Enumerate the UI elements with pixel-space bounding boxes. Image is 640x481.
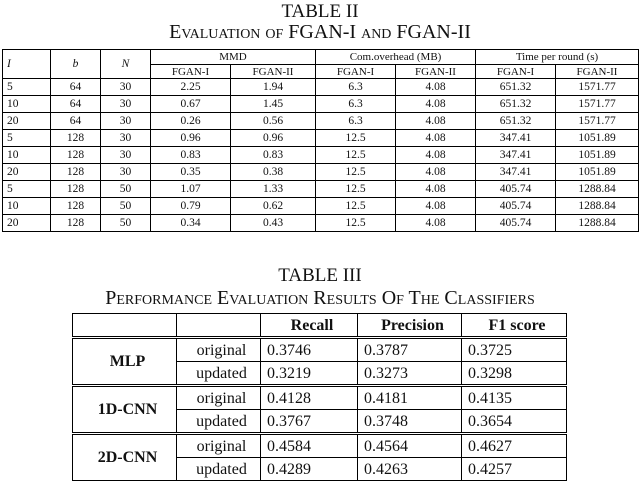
table-cell: 1051.89 [556, 130, 639, 147]
table-row [73, 434, 567, 458]
header-i: I [3, 50, 51, 79]
header-recall: Recall [261, 314, 358, 338]
table-row [3, 215, 639, 232]
table-cell: 4.08 [396, 147, 476, 164]
metric-value: 0.3725 [462, 338, 567, 362]
metric-value: 0.3273 [358, 362, 462, 386]
table-cell: 5 [3, 181, 51, 198]
subheader: FGAN-II [231, 65, 316, 79]
version-label: original [177, 338, 261, 362]
table-cell: 12.5 [316, 130, 396, 147]
table-cell: 6.3 [316, 113, 396, 130]
header-f1-score: F1 score [462, 314, 567, 338]
table-cell: 0.83 [151, 147, 231, 164]
table-cell: 12.5 [316, 181, 396, 198]
table-cell: 1288.84 [556, 198, 639, 215]
version-label: updated [177, 410, 261, 434]
table-cell: 0.26 [151, 113, 231, 130]
subheader: FGAN-I [316, 65, 396, 79]
header-model-blank [73, 314, 177, 338]
metric-value: 0.4181 [358, 386, 462, 410]
table-cell: 0.79 [151, 198, 231, 215]
table-cell: 50 [101, 181, 151, 198]
table-cell: 12.5 [316, 215, 396, 232]
table-cell: 0.62 [231, 198, 316, 215]
table-cell: 1051.89 [556, 164, 639, 181]
version-label: original [177, 434, 261, 458]
table-cell: 1.94 [231, 79, 316, 96]
metric-value: 0.4627 [462, 434, 567, 458]
header-time-per-round: Time per round (s) [476, 50, 639, 65]
table-cell: 347.41 [476, 164, 556, 181]
table-cell: 30 [101, 147, 151, 164]
table-cell: 405.74 [476, 215, 556, 232]
table-row [3, 198, 639, 215]
table-row [3, 130, 639, 147]
metric-value: 0.4128 [261, 386, 358, 410]
table-cell: 128 [51, 181, 101, 198]
metric-value: 0.3219 [261, 362, 358, 386]
table-cell: 651.32 [476, 96, 556, 113]
table-cell: 30 [101, 164, 151, 181]
table-cell: 4.08 [396, 96, 476, 113]
table-cell: 4.08 [396, 198, 476, 215]
table-cell: 12.5 [316, 164, 396, 181]
metric-value: 0.3787 [358, 338, 462, 362]
table-cell: 0.38 [231, 164, 316, 181]
version-label: original [177, 386, 261, 410]
table-cell: 651.32 [476, 79, 556, 96]
table-cell: 4.08 [396, 79, 476, 96]
table-cell: 12.5 [316, 147, 396, 164]
table-row [3, 79, 639, 96]
metric-value: 0.4289 [261, 458, 358, 481]
table-cell: 4.08 [396, 113, 476, 130]
table-cell: 10 [3, 198, 51, 215]
header-n: N [101, 50, 151, 79]
table-cell: 1571.77 [556, 79, 639, 96]
table-cell: 0.34 [151, 215, 231, 232]
table-cell: 20 [3, 164, 51, 181]
table-cell: 1.33 [231, 181, 316, 198]
model-name: 1D-CNN [73, 386, 177, 434]
metric-value: 0.4257 [462, 458, 567, 481]
table-cell: 10 [3, 147, 51, 164]
table-cell: 128 [51, 130, 101, 147]
metric-value: 0.4564 [358, 434, 462, 458]
table-row [3, 164, 639, 181]
table-cell: 1288.84 [556, 215, 639, 232]
table-cell: 347.41 [476, 147, 556, 164]
version-label: updated [177, 362, 261, 386]
table-cell: 128 [51, 215, 101, 232]
metric-value: 0.3746 [261, 338, 358, 362]
table-cell: 347.41 [476, 130, 556, 147]
table3-title: Performance Evaluation Results Of The Classifiers [105, 287, 535, 309]
header-b: b [51, 50, 101, 79]
table-cell: 10 [3, 96, 51, 113]
table3-label: TABLE III [278, 265, 362, 286]
table-cell: 1288.84 [556, 181, 639, 198]
table-cell: 128 [51, 198, 101, 215]
table-cell: 0.96 [151, 130, 231, 147]
table-cell: 30 [101, 130, 151, 147]
table-cell: 20 [3, 215, 51, 232]
metric-value: 0.4135 [462, 386, 567, 410]
model-name: MLP [73, 338, 177, 386]
table-cell: 6.3 [316, 79, 396, 96]
header-precision: Precision [358, 314, 462, 338]
table-cell: 4.08 [396, 215, 476, 232]
metric-value: 0.4263 [358, 458, 462, 481]
subheader: FGAN-II [396, 65, 476, 79]
metric-value: 0.3298 [462, 362, 567, 386]
subheader: FGAN-I [151, 65, 231, 79]
subheader: FGAN-II [556, 65, 639, 79]
table-cell: 1.07 [151, 181, 231, 198]
header-version-blank [177, 314, 261, 338]
table-cell: 1571.77 [556, 96, 639, 113]
header-mmd: MMD [151, 50, 316, 65]
table-cell: 30 [101, 96, 151, 113]
table-cell: 5 [3, 79, 51, 96]
table-row [3, 113, 639, 130]
subheader: FGAN-I [476, 65, 556, 79]
table-row [3, 96, 639, 113]
table-cell: 651.32 [476, 113, 556, 130]
table-cell: 0.56 [231, 113, 316, 130]
table-cell: 405.74 [476, 198, 556, 215]
table-cell: 0.43 [231, 215, 316, 232]
table-cell: 64 [51, 79, 101, 96]
table-cell: 405.74 [476, 181, 556, 198]
table-cell: 64 [51, 96, 101, 113]
table2-label: TABLE II [281, 1, 359, 22]
table-cell: 4.08 [396, 130, 476, 147]
table-cell: 0.96 [231, 130, 316, 147]
table-cell: 1571.77 [556, 113, 639, 130]
table-cell: 20 [3, 113, 51, 130]
metric-value: 0.3767 [261, 410, 358, 434]
metric-value: 0.3654 [462, 410, 567, 434]
table-cell: 128 [51, 147, 101, 164]
table-row [73, 338, 567, 362]
table-row [73, 386, 567, 410]
table-cell: 30 [101, 79, 151, 96]
table-cell: 128 [51, 164, 101, 181]
metric-value: 0.3748 [358, 410, 462, 434]
table-cell: 50 [101, 198, 151, 215]
table2-title: Evaluation of FGAN-I and FGAN-II [169, 21, 471, 43]
table-cell: 5 [3, 130, 51, 147]
model-name: 2D-CNN [73, 434, 177, 481]
table-cell: 6.3 [316, 96, 396, 113]
metric-value: 0.4584 [261, 434, 358, 458]
table-cell: 64 [51, 113, 101, 130]
table-cell: 2.25 [151, 79, 231, 96]
table2 [2, 49, 639, 232]
table-cell: 30 [101, 113, 151, 130]
table-cell: 4.08 [396, 164, 476, 181]
table-cell: 0.35 [151, 164, 231, 181]
table-cell: 0.67 [151, 96, 231, 113]
table-cell: 12.5 [316, 198, 396, 215]
table-cell: 50 [101, 215, 151, 232]
table-cell: 4.08 [396, 181, 476, 198]
table-row [3, 147, 639, 164]
table-row [3, 181, 639, 198]
table-cell: 1.45 [231, 96, 316, 113]
table3 [72, 313, 567, 481]
version-label: updated [177, 458, 261, 481]
table-cell: 1051.89 [556, 147, 639, 164]
table-cell: 0.83 [231, 147, 316, 164]
header-com-overhead: Com.overhead (MB) [316, 50, 476, 65]
